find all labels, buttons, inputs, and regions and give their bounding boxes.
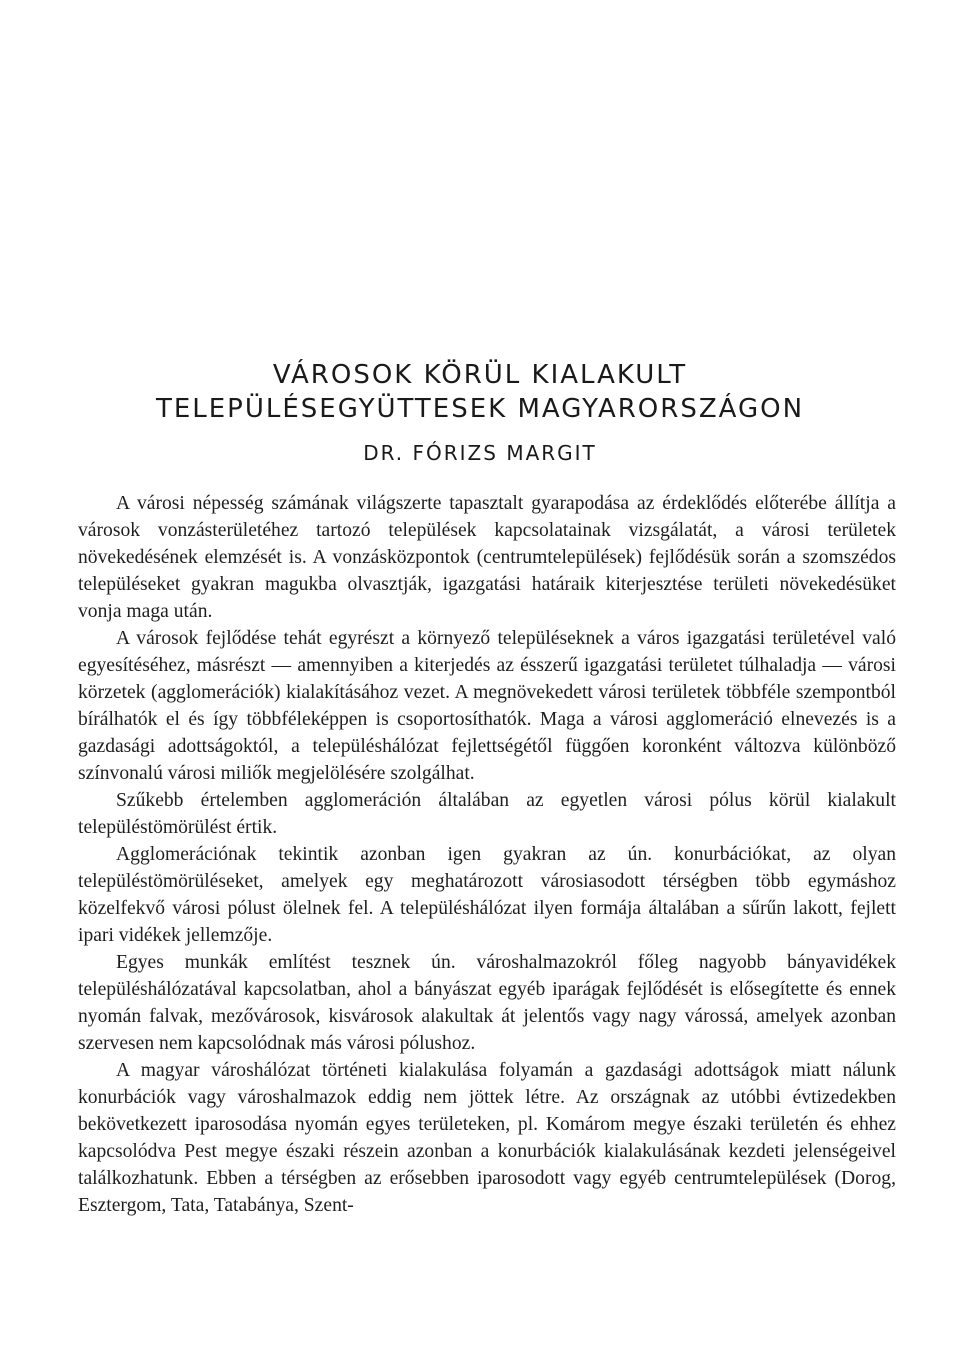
paragraph-1: A városi népesség számának világszerte tapasztalt gyarapodása az érdeklődés előterébe állítja a városok vonzásterületéhez tartozó települések kapcsolatainak vizsgálatát, a városi területek növekedésének elemzését is. A vonzásközpontok (centrumtelepülések) fejlődésük során a szomszédos településeket gyakran magukba olvasztják, igazgatási határaik kiterjesztése területi növekedésüket vonja maga után. bbox=[78, 493, 896, 622]
paragraph-5: Egyes munkák említést tesznek ún. városhalmazokról főleg nagyobb bányavidékek településhálózatával kapcsolatban, ahol a bányászat egyéb iparágak fejlődését is elősegítette és ennek nyomán falvak, mezővárosok, kisvárosok alakultak át jelentős vagy nagy várossá, amelyek azonban szervesen nem kapcsolódnak más városi pólushoz. bbox=[78, 952, 896, 1054]
paragraph-4: Agglomerációnak tekintik azonban igen gyakran az ún. konurbációkat, az olyan településtömörüléseket, amelyek egy meghatározott városiasodott térségben több egymáshoz közelfekvő városi pólust ölelnek fel. A településhálózat ilyen formája általában a sűrűn lakott, fejlett ipari vidékek jellemzője. bbox=[78, 844, 896, 946]
article-header bbox=[60, 358, 900, 466]
paragraph-6: A magyar városhálózat történeti kialakulása folyamán a gazdasági adottságok miatt nálunk konurbációk vagy városhalmazok eddig nem jöttek létre. Az országnak az utóbbi évtizedekben bekövetkezett iparosodása nyomán egyes területeken, pl. Komárom megye északi területén és ehhez kapcsolódva Pest megye északi részein azonban a konurbációk kialakulásának kezdeti jelenségeivel találkozhatunk. Ebben a térségben az erősebben iparosodott vagy egyéb centrumtelepülések (Dorog, Esztergom, Tata, Tatabánya, Szent- bbox=[78, 1060, 896, 1216]
author-name: DR. FÓRIZS MARGIT bbox=[363, 441, 597, 465]
title-line-2: TELEPÜLÉSEGYÜTTESEK MAGYARORSZÁGON bbox=[155, 394, 805, 424]
paragraph-2: A városok fejlődése tehát egyrészt a környező településeknek a város igazgatási területével való egyesítéséhez, másrészt — amennyiben a kiterjedés az ésszerű igazgatási területet túlhaladja — városi körzetek (agglomerációk) kialakításához vezet. A megnövekedett városi területek többféle szempontból bírálhatók el és így többféleképpen is csoportosíthatók. Maga a városi agglomeráció elnevezés is a gazdasági adottságoktól, a településhálózat fejlettségétől függően koronként változva különböző színvonalú városi miliők megjelölésére szolgálhat. bbox=[78, 628, 896, 784]
title-line-1: VÁROSOK KÖRÜL KIALAKULT bbox=[272, 360, 688, 390]
paragraph-3: Szűkebb értelemben agglomeráción általában az egyetlen városi pólus körül kialakult településtömörülést értik. bbox=[78, 790, 896, 838]
article-body bbox=[78, 490, 896, 1219]
